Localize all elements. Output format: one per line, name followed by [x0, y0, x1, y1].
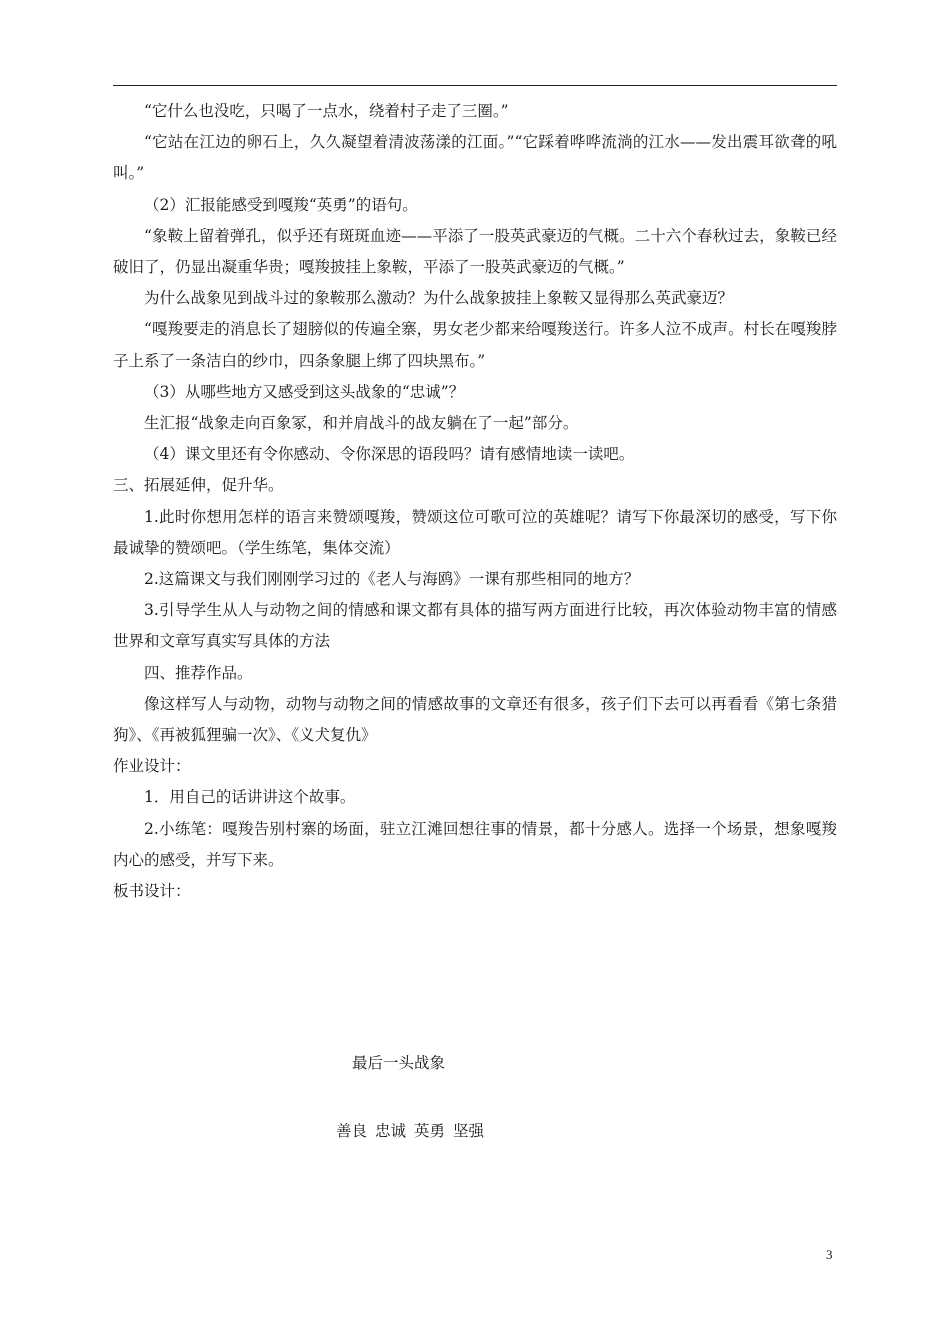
paragraph: （3）从哪些地方又感受到这头战象的“忠诚”？ [144, 382, 465, 401]
board-keyword: 英勇 [414, 1122, 446, 1140]
section-heading: 三、拓展延伸，促升华。 [113, 476, 284, 495]
header-rule [113, 85, 837, 86]
document-body [113, 96, 837, 907]
paragraph: （4）课文里还有令你感动、令你深思的语段吗？请有感情地读一读吧。 [144, 445, 635, 464]
paragraph: 3.引导学生从人与动物之间的情感和课文都有具体的描写两方面进行比较，再次体验动物丰富的情感世界和文章写真实写具体的方法 [113, 601, 837, 651]
paragraph: 为什么战象见到战斗过的象鞍那么激动？为什么战象披挂上象鞍又显得那么英武豪迈？ [144, 289, 734, 308]
paragraph: “它站在江边的卵石上，久久凝望着清波荡漾的江面。”“它踩着哗哗流淌的江水——发出震耳欲聋的吼叫。” [113, 133, 837, 183]
paragraph: 生汇报“战象走向百象冢，和并肩战斗的战友躺在了一起”部分。 [144, 414, 579, 433]
page-number: 3 [826, 1247, 833, 1262]
paragraph: 像这样写人与动物，动物与动物之间的情感故事的文章还有很多，孩子们下去可以再看看《第七条猎狗》、《再被狐狸骗一次》、《义犬复仇》 [113, 694, 837, 745]
paragraph: 2.这篇课文与我们刚刚学习过的《老人与海鸥》一课有那些相同的地方？ [144, 570, 640, 589]
board-keyword: 善良 [336, 1122, 368, 1140]
board-title: 最后一头战象 [352, 1054, 446, 1072]
paragraph: “它什么也没吃，只喝了一点水，绕着村子走了三圈。” [144, 102, 509, 120]
board-keyword: 坚强 [453, 1122, 485, 1140]
paragraph: 1.此时你想用怎样的语言来赞颂嘎羧，赞颂这位可歌可泣的英雄呢？请写下你最深切的感受，写下你最诚挚的赞颂吧。（学生练笔，集体交流） [113, 507, 837, 557]
paragraph: 2.小练笔：嘎羧告别村寨的场面，驻立江滩回想往事的情景，都十分感人。选择一个场景，想象嘎羧内心的感受，并写下来。 [113, 819, 837, 869]
paragraph: （2）汇报能感受到嘎羧“英勇”的语句。 [144, 195, 418, 214]
board-keyword: 忠诚 [375, 1122, 407, 1140]
paragraph: “象鞍上留着弹孔，似乎还有斑斑血迹——平添了一股英武豪迈的气概。二十六个春秋过去，象鞍已经破旧了，仍显出凝重华贵；嘎羧披挂上象鞍，平添了一股英武豪迈的气概。” [113, 226, 837, 277]
section-heading: 板书设计： [113, 882, 191, 901]
paragraph: “嘎羧要走的消息长了翅膀似的传遍全寨，男女老少都来给嘎羧送行。许多人泣不成声。村长在嘎羧脖子上系了一条洁白的纱巾，四条象腿上绑了四块黑布。” [113, 320, 837, 370]
paragraph: 1．用自己的话讲讲这个故事。 [144, 788, 356, 807]
section-heading: 四、推荐作品。 [144, 663, 253, 682]
board-keywords [336, 1120, 492, 1142]
section-heading: 作业设计： [113, 757, 191, 776]
